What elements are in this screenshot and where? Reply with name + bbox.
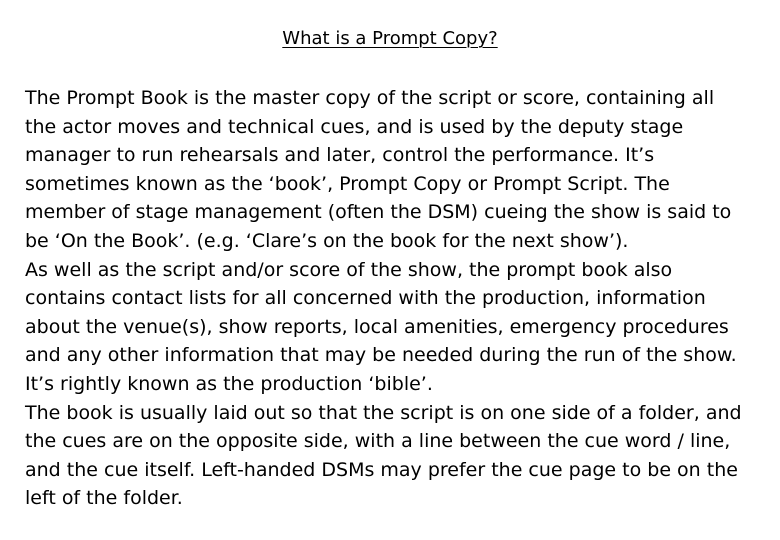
text-line: The Prompt Book is the master copy of the script or score, containing all [25,87,715,109]
text-line: left of the folder. [25,487,183,510]
body-text [25,84,765,513]
text-line: contains contact lists for all concerned with the production, information [25,287,706,310]
text-line: The book is usually laid out so that the script is on one side of a folder, and [25,401,742,424]
text-line: manager to run rehearsals and later, control the performance. It’s [25,144,655,167]
text-line: As well as the script and/or score of the show, the prompt book also [25,258,673,281]
text-line: and the cue itself. Left-handed DSMs may prefer the cue page to be on the [25,458,738,481]
page-title: What is a Prompt Copy? [282,28,498,49]
text-line: be ‘On the Book’. (e.g. ‘Clare’s on the book for the next show’). [25,229,629,252]
text-line: the cues are on the opposite side, with a line between the cue word / line, [25,430,731,453]
text-line: the actor moves and technical cues, and is used by the deputy stage [25,115,684,138]
text-line: about the venue(s), show reports, local amenities, emergency procedures [25,315,729,338]
text-line: sometimes known as the ‘book’, Prompt Copy or Prompt Script. The [25,172,670,195]
text-line: It’s rightly known as the production ‘bible’. [25,372,433,395]
text-line: and any other information that may be needed during the run of the show. [25,344,737,367]
text-line: member of stage management (often the DSM) cueing the show is said to [25,201,732,224]
